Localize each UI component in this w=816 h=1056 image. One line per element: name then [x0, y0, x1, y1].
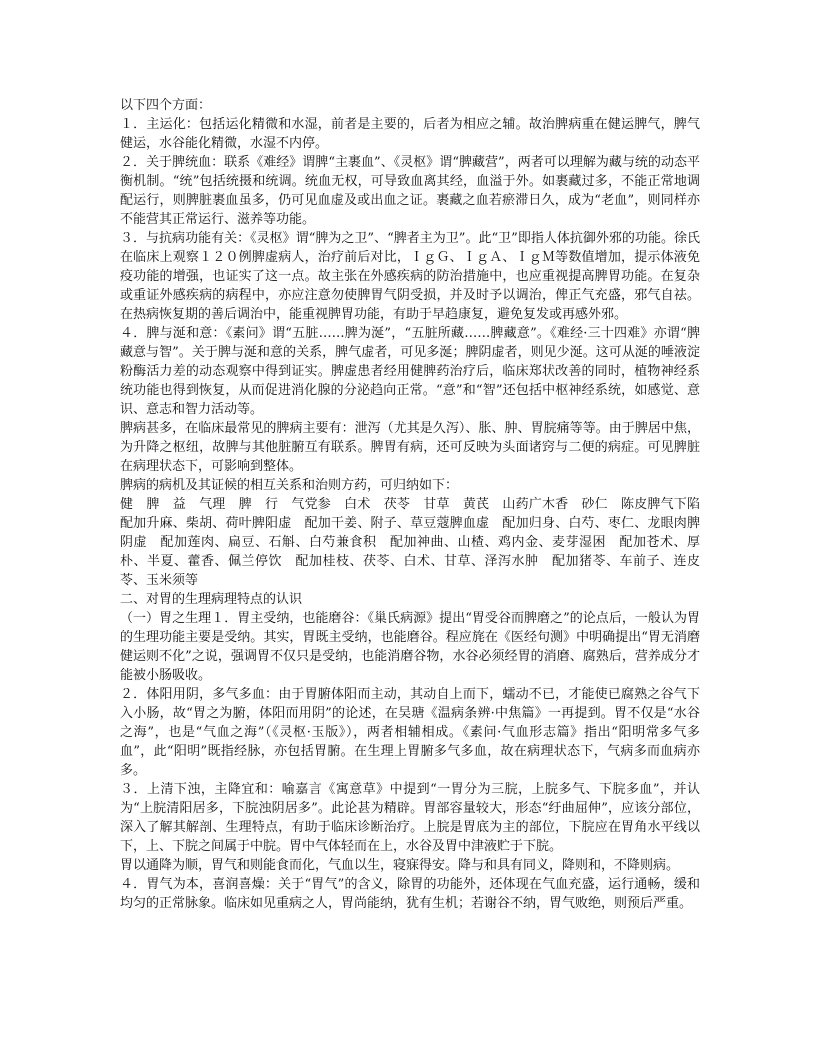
paragraph-stomach-receive: （一）胃之生理１．胃主受纳，也能磨谷：《巢氏病源》提出“胃受谷而脾磨之”的论点后，一般认为胃的生理功能主要是受纳。其实，胃既主受纳，也能磨谷。程应旄在《医经句测》中明确提出“胃无消磨健运则不化”之说，强调胃不仅只是受纳，也能消磨谷物，水谷必须经胃的消磨、腐熟后，营养成分才能被小肠吸收。 — [120, 611, 700, 683]
intro-line: 以下四个方面： — [120, 98, 212, 113]
paragraph-stomach-qi: ４．胃气为本，喜润喜燥：关于“胃气”的含义，除胃的功能外，还体现在气血充盛，运行通畅，缓和均匀的正常脉象。临床如见重病之人，胃尚能纳，犹有生机；若谢谷不纳，胃气败绝，则预后严重。 — [120, 877, 700, 911]
paragraph-stomach-yang-yin: ２．体阳用阴，多气多血：由于胃腑体阳而主动，其动自上而下，蠕动不已，才能使已腐熟之谷气下入小肠，故“胃之为腑，体阳而用阴”的论述，在吴瑭《温病条辨·中焦篇》一再提到。胃不仅是“水谷之海”，也是“气血之海”（《灵枢·玉版》），两者相辅相成。《素问·气血形志篇》指出“阳明常多气多血”，此“阳明”既指经脉，亦包括胃腑。在生理上胃腑多气多血，故在病理状态下，气病多而血病亦多。 — [120, 687, 700, 778]
paragraph-spleen-defense: ３．与抗病功能有关：《灵枢》谓“脾为之卫”、“脾者主为卫”。此“卫”即指人体抗御外邪的功能。徐氏在临床上观察１２０例脾虚病人，治疗前后对比，ＩｇＧ、ＩｇＡ、ＩｇＭ等数值增加，提示体液免疫功能的增强，也证实了这一点。故主张在外感疾病的防治措施中，也应重视提高脾胃功能。在复杂或重证外感疾病的病程中，亦应注意勿使脾胃气阴受损，并及时予以调治，俾正气充盛，邪气自祛。在热病恢复期的善后调治中，能重视脾胃功能，有助于早趋康复，避免复发或再感外邪。 — [120, 231, 700, 322]
paragraph-spleen-saliva-mind: ４．脾与涎和意：《素问》谓“五脏……脾为涎”，“五脏所藏……脾藏意”。《难经·三十四难》亦谓“脾藏意与智”。关于脾与涎和意的关系，脾气虚者，可见多涎；脾阴虚者，则见少涎。这可从涎的唾液淀粉酶活力差的动态观察中得到证实。脾虚患者经用健脾药治疗后，临床郑状改善的同时，植物神经系统功能也得到恢复，从而促进消化腺的分泌趋向正常。“意”和“智”还包括中枢神经系统，如感觉、意识、意志和智力活动等。 — [120, 326, 700, 417]
paragraph-pathogenesis-intro: 脾病的病机及其证候的相互关系和治则方药，可归纳如下： — [120, 478, 459, 493]
paragraph-spleen-blood: ２．关于脾统血：联系《难经》谓脾“主裹血”、《灵枢》谓“脾藏营”，两者可以理解为藏与统的动态平衡机制。“统”包括统摄和统调。统血无权，可导致血离其经，血溢于外。如裹藏过多，不能正常地调配运行，则脾脏裹血虽多，仍可见血虚及或出血之证。裹藏之血若瘀滞日久，成为“老血”，则同样亦不能营其正常运行、滋养等功能。 — [120, 155, 700, 227]
paragraph-formula-list: 健 脾 益 气理 脾 行 气党参 白术 茯苓 甘草 黄芪 山药广木香 砂仁 陈皮脾气下陷 配加升麻、柴胡、荷叶脾阳虚 配加干姜、附子、草豆蔻脾血虚 配加归身、白芍、枣仁、龙眼肉脾阴虚 配加莲肉、扁豆、石斛、白芍兼食积 配加神曲、山楂、鸡内金、麦芽湿困 配加苍术、厚朴、半夏、藿香、佩兰停饮 配加桂枝、茯苓、白术、甘草、泽泻水肿 配加猪苓、车前子、连皮苓、玉米须等 — [120, 497, 714, 588]
paragraph-stomach-descend: 胃以通降为顺，胃气和则能食而化，气血以生，寝寐得安。降与和具有同义，降则和，不降则病。 — [120, 858, 680, 873]
document-body — [120, 96, 714, 913]
paragraph-spleen-diseases: 脾病甚多，在临床最常见的脾病主要有：泄泻（尤其是久泻）、胀、肿、胃脘痛等等。由于脾居中焦，为升降之枢纽，故脾与其他脏腑互有联系。脾胃有病，还可反映为头面诸窍与二便的病症。可见脾脏在病理状态下，可影响到整体。 — [120, 421, 700, 474]
section-heading-stomach: 二、对胃的生理病理特点的认识 — [120, 592, 303, 607]
paragraph-spleen-transport: １．主运化：包括运化精微和水湿，前者是主要的，后者为相应之辅。故治脾病重在健运脾气，脾气健运，水谷能化精微，水湿不内停。 — [120, 117, 700, 151]
paragraph-stomach-upper-lower: ３．上清下浊，主降宜和：喻嘉言《寓意草》中提到“一胃分为三脘，上脘多气、下脘多血”，并认为“上脘清阳居多，下脘浊阴居多”。此论甚为精辟。胃部容量较大，形态“纡曲屈伸”，应该分部位，深入了解其解剖、生理特点，有助于临床诊断治疗。上脘是胃底为主的部位，下脘应在胃角水平线以下，上、下脘之间属于中脘。胃中气体轻而在上，水谷及胃中津液贮于下脘。 — [120, 782, 700, 854]
